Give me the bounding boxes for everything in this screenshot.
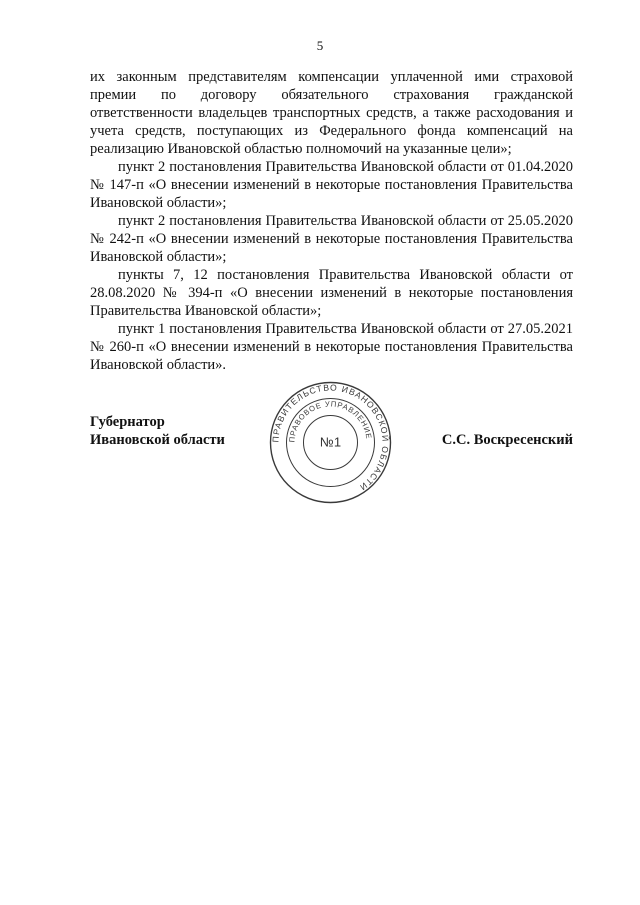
page-number: 5: [316, 38, 324, 53]
paragraph-continuation: их законным представителям компенсации уплаченной ими страховой премии по договору обязательного страхования гражданской ответственности владельцев транспортных средств, а также расходования и учета средств, поступающих из Федерального фонда компенсаций на реализацию Ивановской областью полномочий на указанные цели»;: [90, 69, 573, 157]
signatory-title-line2: Ивановской области: [90, 432, 225, 448]
seal-center-number: №1: [319, 434, 342, 450]
paragraph-item: пункты 7, 12 постановления Правительства Ивановской области от 28.08.2020 № 394-п «О внесении изменений в некоторые постановления Правительства Ивановской области»;: [90, 267, 573, 319]
paragraph-item: пункт 1 постановления Правительства Ивановской области от 27.05.2021 № 260-п «О внесении изменений в некоторые постановления Правительства Ивановской области».: [90, 321, 573, 373]
paragraph-item: пункт 2 постановления Правительства Ивановской области от 01.04.2020 № 147-п «О внесении изменений в некоторые постановления Правительства Ивановской области»;: [90, 159, 573, 211]
seal-outer-text: ПРАВИТЕЛЬСТВО ИВАНОВСКОЙ ОБЛАСТИ: [270, 382, 391, 493]
document-body: [90, 68, 573, 374]
seal-inner-text: ПРАВОВОЕ УПРАВЛЕНИЕ: [287, 399, 374, 443]
signatory-title-line1: Губернатор: [90, 414, 165, 430]
paragraph-item: пункт 2 постановления Правительства Ивановской области от 25.05.2020 № 242-п «О внесении изменений в некоторые постановления Правительства Ивановской области»;: [90, 213, 573, 265]
official-seal: [268, 380, 393, 505]
signatory-name: С.С. Воскресенский: [441, 432, 573, 448]
signatory-title: [90, 413, 225, 449]
